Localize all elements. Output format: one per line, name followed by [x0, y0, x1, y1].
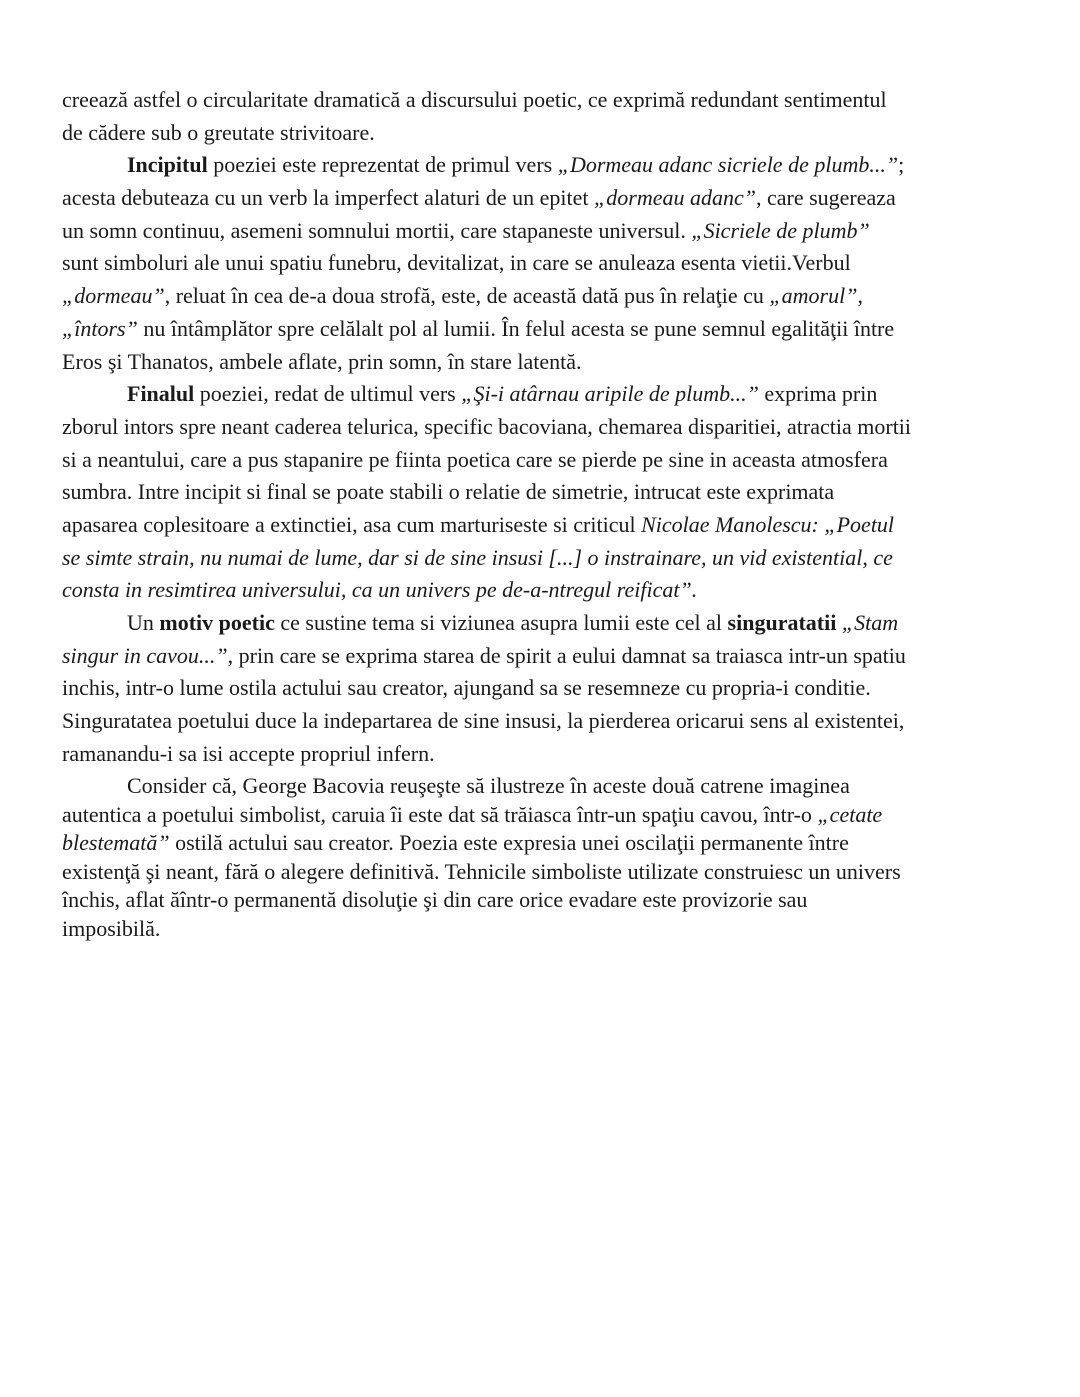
text-run: de cădere sub o greutate strivitoare.	[62, 119, 375, 145]
bold-text: motiv poetic	[159, 610, 275, 635]
text-line	[62, 149, 1022, 182]
text-line	[62, 829, 1022, 858]
text-run: nu întâmplător spre celălalt pol al lumii. În felul acesta se pune semnul egalităţii între	[137, 315, 895, 341]
italic-text: „Stam	[841, 610, 899, 635]
text-line	[62, 607, 1022, 640]
italic-text: „Sicriele de plumb”	[691, 217, 870, 243]
text-line	[62, 215, 1022, 248]
text-run: ,	[857, 283, 863, 309]
text-run: existenţă şi neant, fără o alegere definitivă. Tehnicile simboliste utilizate construiesc un univers	[62, 858, 901, 884]
text-run: exprima prin	[758, 381, 878, 407]
text-run: , prin care se exprima starea de spirit a eului damnat sa traiasca intr-un spatiu	[227, 642, 906, 668]
text-line	[62, 672, 1022, 705]
text-line	[62, 313, 1022, 346]
italic-text: Nicolae Manolescu: „Poetul	[641, 511, 895, 537]
text-line	[62, 182, 1022, 215]
text-line	[62, 705, 1022, 738]
italic-text: se simte strain, nu numai de lume, dar si de sine insusi [...] o instrainare, un vid existential, ce	[62, 544, 893, 570]
text-line	[62, 858, 1022, 887]
text-run: închis, aflat ăîntr-o permanentă disoluţie şi din care orice evadare este provizorie sau	[62, 887, 808, 913]
italic-text: „cetate	[817, 801, 883, 827]
text-run: Un	[127, 610, 160, 635]
italic-text: „amorul”	[769, 283, 858, 309]
text-run: acesta debuteaza cu un verb la imperfect alaturi de un epitet	[62, 185, 595, 211]
italic-text: „întors”	[62, 315, 138, 341]
text-line	[62, 772, 1022, 801]
text-run: ramanandu-i sa isi accepte propriul infern.	[62, 740, 435, 766]
text-run: Eros şi Thanatos, ambele aflate, prin somn, în stare latentă.	[62, 348, 582, 374]
italic-text: „Dormeau adanc sicriele de plumb...”	[557, 152, 899, 178]
text-line	[62, 378, 1022, 411]
text-line	[62, 801, 1022, 830]
text-run: inchis, intr-o lume ostila actului sau creator, ajungand sa se resemneze cu propria-i conditie.	[62, 675, 871, 701]
text-run: apasarea coplesitoare a extinctiei, asa cum marturiseste si criticul	[62, 511, 642, 537]
text-line	[62, 509, 1022, 542]
text-line	[62, 444, 1022, 477]
text-run: sunt simboluri ale unui spatiu funebru, devitalizat, in care se anuleaza esenta vietii.Verbul	[62, 250, 851, 276]
text-run: Consider că, George Bacovia reuşeşte să ilustreze în aceste două catrene imaginea	[127, 773, 850, 799]
text-run: si a neantului, care a pus stapanire pe fiinta poetica care se pierde pe sine in aceasta atmosfera	[62, 446, 888, 472]
text-line	[62, 915, 1022, 944]
bold-text: Incipitul	[127, 152, 208, 178]
text-line	[62, 411, 1022, 444]
text-line	[62, 117, 1022, 150]
text-line	[62, 280, 1022, 313]
italic-text: „dormeau”	[62, 283, 165, 309]
italic-text: „Şi-i atârnau aripile de plumb...”	[461, 381, 759, 407]
bold-text: singuratatii	[727, 610, 837, 635]
italic-text: singur in cavou...”	[62, 642, 228, 668]
paragraph-incipit	[62, 149, 1022, 378]
text-run: Singuratatea poetului duce la indepartarea de sine insusi, la pierderea oricarui sens al existentei,	[62, 708, 905, 734]
text-line	[62, 738, 1022, 771]
text-line	[62, 247, 1022, 280]
text-line	[62, 640, 1022, 673]
text-line	[62, 886, 1022, 915]
text-run: ;	[898, 152, 905, 178]
paragraph-final	[62, 378, 1022, 607]
text-line	[62, 574, 1022, 607]
italic-text: blestemată”	[62, 830, 170, 856]
text-run: poeziei este reprezentat de primul vers	[207, 152, 558, 178]
text-run: imposibilă.	[62, 915, 161, 941]
text-run: ostilă actului sau creator. Poezia este expresia unei oscilaţii permanente între	[169, 830, 849, 856]
paragraph-conclusion	[62, 772, 1022, 943]
text-line	[62, 476, 1022, 509]
paragraph-continuation	[62, 84, 1022, 149]
text-run: un somn continuu, asemeni somnului mortii, care stapaneste universul.	[62, 217, 692, 243]
text-run: zborul intors spre neant caderea telurica, specific bacoviana, chemarea disparitiei, atractia mortii	[62, 413, 912, 439]
text-line	[62, 542, 1022, 575]
italic-text: consta in resimtirea universului, ca un univers pe de-a-ntregul reificat”.	[62, 577, 698, 603]
text-run: sumbra. Intre incipit si final se poate stabili o relatie de simetrie, intrucat este exprimata	[62, 479, 835, 505]
document-page	[62, 84, 1022, 943]
text-run: , reluat în cea de-a doua strofă, este, de această dată pus în relaţie cu	[164, 283, 770, 309]
text-run: poeziei, redat de ultimul vers	[194, 381, 462, 407]
text-run: creează astfel o circularitate dramatică a discursului poetic, ce exprimă redundant sentimentul	[62, 87, 887, 112]
text-run: autentica a poetului simbolist, caruia îi este dat să trăiasca într-un spaţiu cavou, într-o	[62, 801, 818, 827]
text-line	[62, 84, 1022, 117]
text-run: , care sugereaza	[755, 185, 896, 211]
paragraph-motiv-poetic	[62, 607, 1022, 770]
text-run: ce sustine tema si viziunea asupra lumii este cel al	[274, 610, 728, 635]
italic-text: „dormeau adanc”	[594, 185, 756, 211]
bold-text: Finalul	[127, 381, 195, 407]
text-line	[62, 346, 1022, 379]
